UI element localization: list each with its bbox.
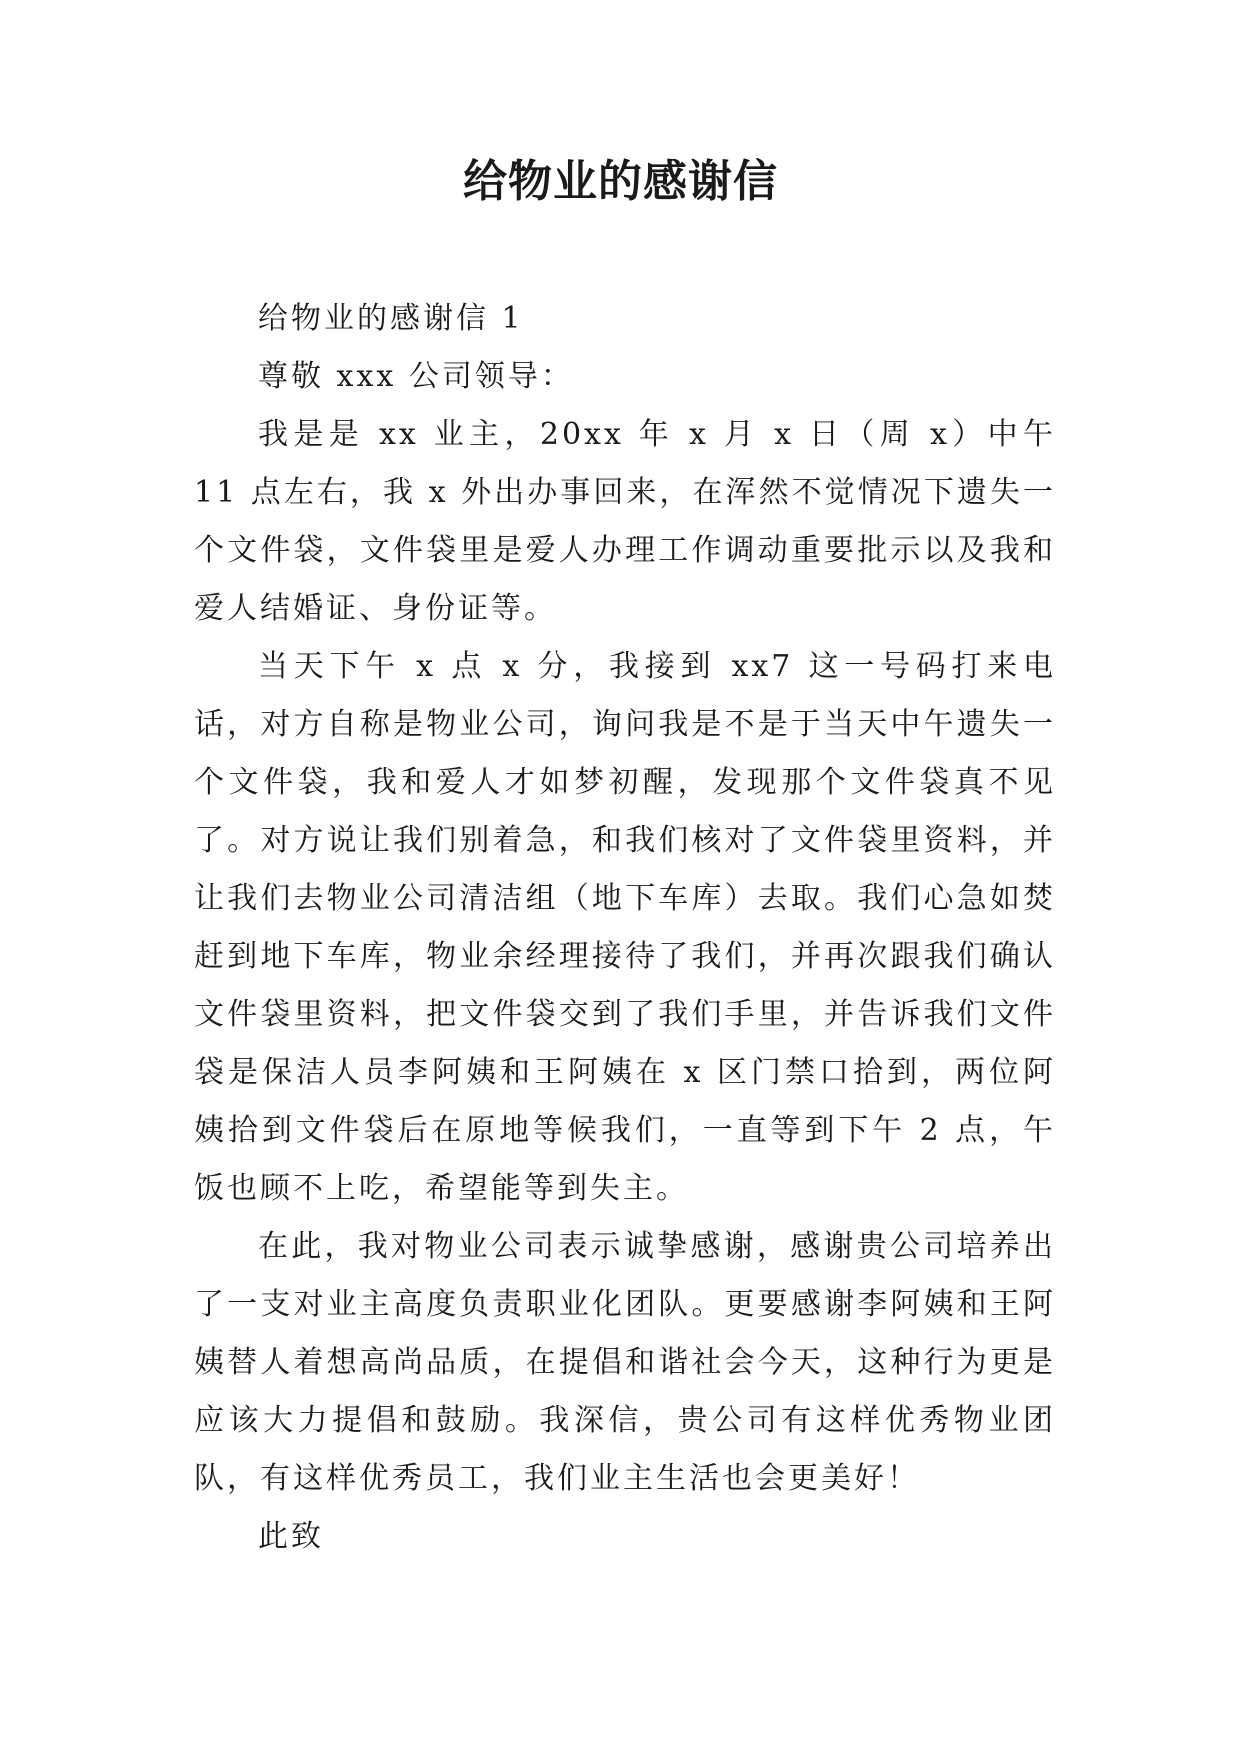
document-title: 给物业的感谢信 <box>463 156 778 207</box>
body-paragraph: 我是是 xx 业主，20xx 年 x 月 x 日（周 x）中午 11 点左右，我 x 外出办事回来，在浑然不觉情况下遗失一个文件袋，文件袋里是爱人办理工作调动重要批示以及我和爱人结婚证、身份证等。 <box>194 417 1056 626</box>
document-body <box>194 290 1056 1566</box>
body-paragraph: 当天下午 x 点 x 分，我接到 xx7 这一号码打来电话，对方自称是物业公司，询问我是不是于当天中午遗失一个文件袋，我和爱人才如梦初醒，发现那个文件袋真不见了。对方说让我们别着急，和我们核对了文件袋里资料，并让我们去物业公司清洁组（地下车库）去取。我们心急如焚赶到地下车库，物业余经理接待了我们，并再次跟我们确认文件袋里资料，把文件袋交到了我们手里，并告诉我们文件袋是保洁人员李阿姨和王阿姨在 x 区门禁口拾到，两位阿姨拾到文件袋后在原地等候我们，一直等到下午 2 点，午饭也顾不上吃，希望能等到失主。 <box>194 649 1056 1206</box>
letter-heading: 给物业的感谢信 1 <box>258 301 524 336</box>
body-paragraph: 在此，我对物业公司表示诚挚感谢，感谢贵公司培养出了一支对业主高度负责职业化团队。更要感谢李阿姨和王阿姨替人着想高尚品质，在提倡和谐社会今天，这种行为更是应该大力提倡和鼓励。我深信，贵公司有这样优秀物业团队，有这样优秀员工，我们业主生活也会更美好！ <box>194 1229 1056 1496</box>
letter-salutation: 尊敬 xxx 公司领导： <box>258 359 574 394</box>
letter-closing: 此致 <box>258 1519 324 1554</box>
